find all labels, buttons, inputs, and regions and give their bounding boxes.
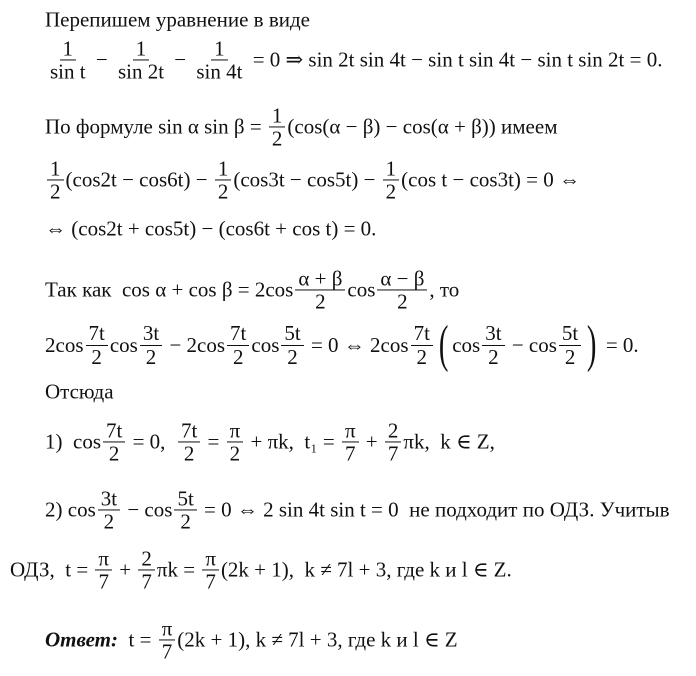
fraction — [269, 104, 286, 149]
text-segment: cos — [251, 332, 280, 357]
text-segment: (cos t − cos3t) = 0 ⇔ — [401, 167, 580, 192]
fraction — [193, 37, 245, 82]
large-parenthesis: ( — [438, 316, 449, 373]
fraction-numerator: 7t — [411, 322, 433, 345]
line-case-2 — [45, 487, 670, 532]
fraction-numerator: 3t — [482, 322, 504, 345]
fraction-numerator: α + β — [295, 267, 345, 290]
text-segment: ОДЗ, t = — [10, 557, 94, 582]
fraction — [103, 419, 125, 464]
fraction-numerator: 1 — [215, 157, 232, 180]
fraction-denominator: 7 — [344, 441, 356, 466]
fraction-denominator: 2 — [271, 126, 283, 151]
fraction-denominator: 7 — [98, 569, 109, 594]
fraction — [215, 157, 232, 202]
fraction-denominator: 2 — [416, 344, 427, 369]
text-segment: + — [360, 429, 383, 454]
fraction-numerator: 1 — [211, 37, 228, 60]
fraction-numerator: 7t — [178, 419, 200, 442]
text-segment: + πk, t₁ = — [245, 429, 340, 454]
fraction-denominator: 2 — [232, 344, 244, 369]
fraction-denominator: 2 — [145, 344, 157, 369]
fraction — [342, 419, 359, 464]
text-segment: πk, k ∈ Z, — [403, 429, 495, 454]
fraction — [47, 157, 64, 202]
fraction — [95, 547, 112, 592]
text-segment: = — [202, 429, 225, 454]
text-segment: − — [90, 47, 113, 72]
fraction-denominator: 2 — [564, 344, 576, 369]
fraction-denominator: 2 — [488, 344, 499, 369]
text-segment: − 2cos — [164, 332, 226, 357]
fraction — [174, 487, 196, 532]
fraction-denominator: 2 — [91, 344, 102, 369]
line-hence-label — [45, 380, 114, 405]
text-segment: − cos — [122, 497, 173, 522]
fraction-denominator: 2 — [103, 509, 115, 534]
fraction-numerator: 3t — [98, 487, 120, 510]
fraction-numerator: π — [202, 547, 219, 570]
fraction — [178, 419, 200, 464]
fraction-numerator: 5t — [174, 487, 196, 510]
answer-label: Ответ: — [45, 627, 118, 652]
large-parenthesis: ) — [587, 316, 597, 373]
text-segment: 1) cos — [45, 429, 101, 454]
text-segment: Отсюда — [45, 379, 114, 404]
text-segment: 2cos — [45, 332, 84, 357]
text-segment: ⇔ (cos2t + cos5t) − (cos6t + cos t) = 0. — [45, 216, 377, 241]
fraction — [159, 617, 176, 662]
text-segment: (cos3t − cos5t) − — [233, 167, 381, 192]
text-segment: = 0 ⇔ 2cos — [305, 332, 409, 357]
text-segment: − — [169, 47, 192, 72]
text-segment: (cos(α − β) − cos(α + β)) имеем — [287, 114, 558, 139]
fraction-numerator: 3t — [140, 322, 162, 345]
text-segment: = 0 ⇒ sin 2t sin 4t − sin t sin 4t − sin t sin 2t = 0. — [247, 47, 663, 72]
fraction-numerator: π — [342, 419, 359, 442]
text-segment: По формуле sin α sin β = — [45, 114, 267, 139]
fraction-denominator: sin t — [50, 59, 86, 84]
fraction — [295, 267, 345, 312]
fraction-denominator: 2 — [385, 179, 397, 204]
fraction-denominator: 7 — [141, 569, 152, 594]
fraction — [140, 322, 162, 367]
fraction — [559, 322, 581, 367]
fraction-denominator: sin 2t — [117, 59, 165, 84]
fraction-denominator: 2 — [217, 179, 229, 204]
fraction — [377, 267, 427, 312]
text-segment: cos — [347, 277, 376, 302]
text-segment: Так как cos α + cos β = 2cos — [45, 277, 294, 302]
fraction-numerator: 1 — [269, 104, 286, 127]
fraction-numerator: 5t — [281, 322, 303, 345]
line-case-1 — [45, 419, 495, 464]
fraction-numerator: 7t — [103, 419, 125, 442]
fraction-numerator: 2 — [385, 419, 402, 442]
text-segment: (2k + 1), k ≠ 7l + 3, где k и l ∈ Z. — [220, 557, 512, 582]
fraction-denominator: 7 — [161, 639, 173, 664]
fraction-numerator: π — [159, 617, 176, 640]
fraction-denominator: 2 — [183, 441, 195, 466]
text-segment: cos — [452, 332, 481, 357]
fraction — [383, 157, 400, 202]
fraction-denominator: 2 — [180, 509, 191, 534]
fraction-numerator: 1 — [383, 157, 400, 180]
fraction-numerator: α − β — [377, 267, 427, 290]
line-expanded-equation — [45, 157, 580, 202]
text-segment: 2) cos — [45, 497, 96, 522]
line-answer — [45, 617, 458, 662]
fraction — [385, 419, 402, 464]
text-segment: = 0. — [600, 332, 639, 357]
fraction — [115, 37, 167, 82]
fraction-numerator: 7t — [86, 322, 108, 345]
text-segment: , то — [429, 277, 460, 302]
line-product-formula — [45, 104, 557, 149]
line-intro-text — [45, 8, 310, 33]
text-segment: πk = — [156, 557, 201, 582]
fraction — [227, 419, 244, 464]
fraction-numerator: 7t — [227, 322, 249, 345]
text-segment: Перепишем уравнение в виде — [45, 7, 310, 32]
fraction — [281, 322, 303, 367]
fraction-numerator: π — [227, 419, 244, 442]
fraction — [411, 322, 433, 367]
fraction-numerator: 1 — [133, 37, 150, 60]
fraction — [47, 37, 89, 82]
line-simplified-equation — [45, 217, 376, 242]
line-domain-check — [10, 547, 512, 592]
fraction — [98, 487, 120, 532]
fraction-numerator: 1 — [47, 157, 64, 180]
fraction-numerator: 2 — [138, 547, 155, 570]
line-sum-formula — [45, 267, 459, 312]
fraction-denominator: 2 — [287, 344, 298, 369]
fraction — [482, 322, 504, 367]
fraction-denominator: 2 — [315, 289, 326, 314]
fraction-denominator: 2 — [229, 441, 241, 466]
fraction — [227, 322, 249, 367]
text-segment: − cos — [506, 332, 557, 357]
fraction — [86, 322, 108, 367]
text-segment: + — [114, 557, 137, 582]
text-segment: = 0 ⇔ 2 sin 4t sin t = 0 не подходит по ОДЗ. Учитыв — [198, 497, 670, 522]
fraction-denominator: 7 — [205, 569, 216, 594]
fraction-numerator: 1 — [60, 37, 77, 60]
fraction-denominator: 7 — [387, 441, 399, 466]
fraction-denominator: 2 — [108, 441, 120, 466]
fraction — [138, 547, 155, 592]
text-segment: = 0, — [127, 429, 176, 454]
fraction-denominator: 2 — [397, 289, 408, 314]
fraction-denominator: 2 — [50, 179, 61, 204]
text-segment: cos — [109, 332, 138, 357]
text-segment: (cos2t − cos6t) − — [65, 167, 213, 192]
line-factored-equation — [45, 316, 639, 373]
fraction-numerator: 5t — [559, 322, 581, 345]
fraction — [202, 547, 219, 592]
fraction-denominator: sin 4t — [196, 59, 243, 84]
fraction-numerator: π — [95, 547, 112, 570]
text-segment: (2k + 1), k ≠ 7l + 3, где k и l ∈ Z — [177, 627, 458, 652]
text-segment: t = — [118, 627, 157, 652]
line-equation-rewrite — [45, 37, 663, 82]
